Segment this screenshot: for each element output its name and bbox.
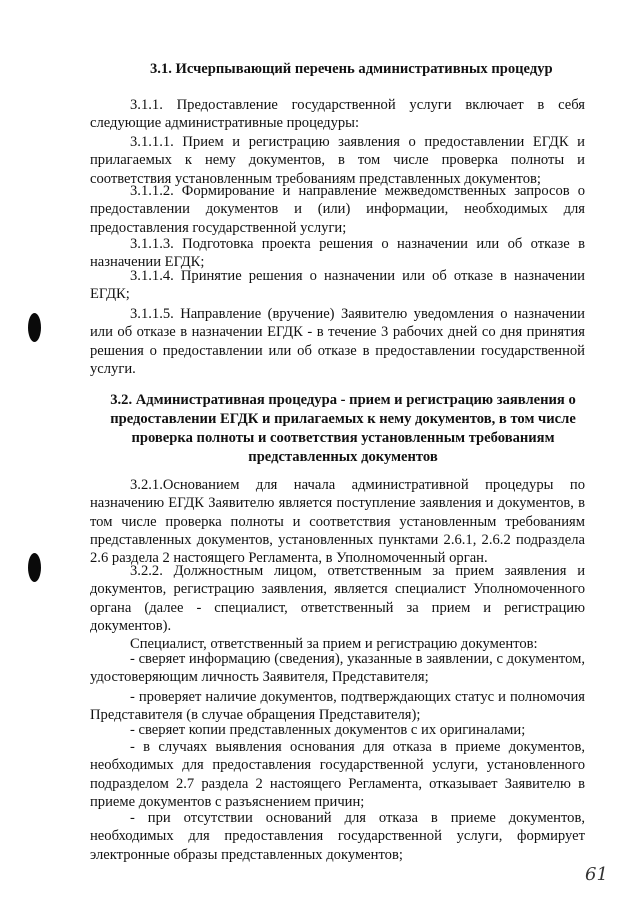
list-item: - проверяет наличие документов, подтверждающих статус и полномочия Представителя (в случае обращения Представителя); (90, 689, 585, 724)
list-item: - сверяет информацию (сведения), указанные в заявлении, с документом, удостоверяющим личность Заявителя, Представителя; (90, 651, 585, 686)
section-3-2-title-line-4: представленных документов (248, 449, 438, 465)
section-3-1-title: 3.1. Исчерпывающий перечень административных процедур (150, 61, 553, 77)
paragraph-3-1-1-3: 3.1.1.3. Подготовка проекта решения о назначении или об отказе в назначении ЕГДК; (90, 236, 585, 271)
paragraph-specialist-intro: Специалист, ответственный за прием и регистрацию документов: (130, 636, 538, 652)
paragraph-3-1-1-1: 3.1.1.1. Прием и регистрацию заявления о предоставлении ЕГДК и прилагаемых к нему документов, в том числе проверка полноты и соответствия установленным требованиям представленных документов; (90, 134, 585, 187)
paragraph-3-2-1: 3.2.1.Основанием для начала административной процедуры по назначению ЕГДК Заявителю является поступление заявления и документов, в том числе проверка полноты и соответствия установленным требованиям представленных документов, установленных пунктами 2.6.1, 2.6.2 подраздела 2.6 раздела 2 настоящего Регламента, в Уполномоченный орган. (90, 477, 585, 567)
section-3-2-title-line-3: проверка полноты и соответствия установленным требованиям (131, 430, 555, 446)
list-item: - в случаях выявления основания для отказа в приеме документов, необходимых для предоставления государственной услуги, установленного подразделом 2.7 раздела 2 настоящего Регламента, отказывает Заявителю в приеме документов с разъяснением причин; (90, 739, 585, 810)
section-3-2-title-line-1: 3.2. Административная процедура - прием и регистрацию заявления о (110, 392, 576, 408)
handwritten-page-number: 61 (585, 864, 608, 885)
punch-hole-mark (28, 553, 41, 582)
list-item: - при отсутствии оснований для отказа в приеме документов, необходимых для предоставления государственной услуги, формирует электронные образы представленных документов; (90, 810, 585, 863)
section-3-2-title-line-2: предоставлении ЕГДК и прилагаемых к нему документов, в том числе (110, 411, 576, 427)
paragraph-3-1-1-2: 3.1.1.2. Формирование и направление межведомственных запросов о предоставлении документов и (или) информации, необходимых для предоставления государственной услуги; (90, 183, 585, 236)
paragraph-3-1-1-5: 3.1.1.5. Направление (вручение) Заявителю уведомления о назначении или об отказе в назначении ЕГДК - в течение 3 рабочих дней со дня принятия решения о предоставлении или об отказе в предоставлении государственной услуги. (90, 306, 585, 377)
paragraph-3-1-1-4: 3.1.1.4. Принятие решения о назначении или об отказе в назначении ЕГДК; (90, 268, 585, 303)
paragraph-3-1-1: 3.1.1. Предоставление государственной услуги включает в себя следующие административные процедуры: (90, 97, 585, 132)
punch-hole-mark (28, 313, 41, 342)
paragraph-3-2-2: 3.2.2. Должностным лицом, ответственным за прием заявления и документов, регистрацию заявления, является специалист Уполномоченного органа (далее - специалист, ответственный за прием и регистрацию документов). (90, 563, 585, 634)
list-item: - сверяет копии представленных документов с их оригиналами; (130, 722, 526, 738)
